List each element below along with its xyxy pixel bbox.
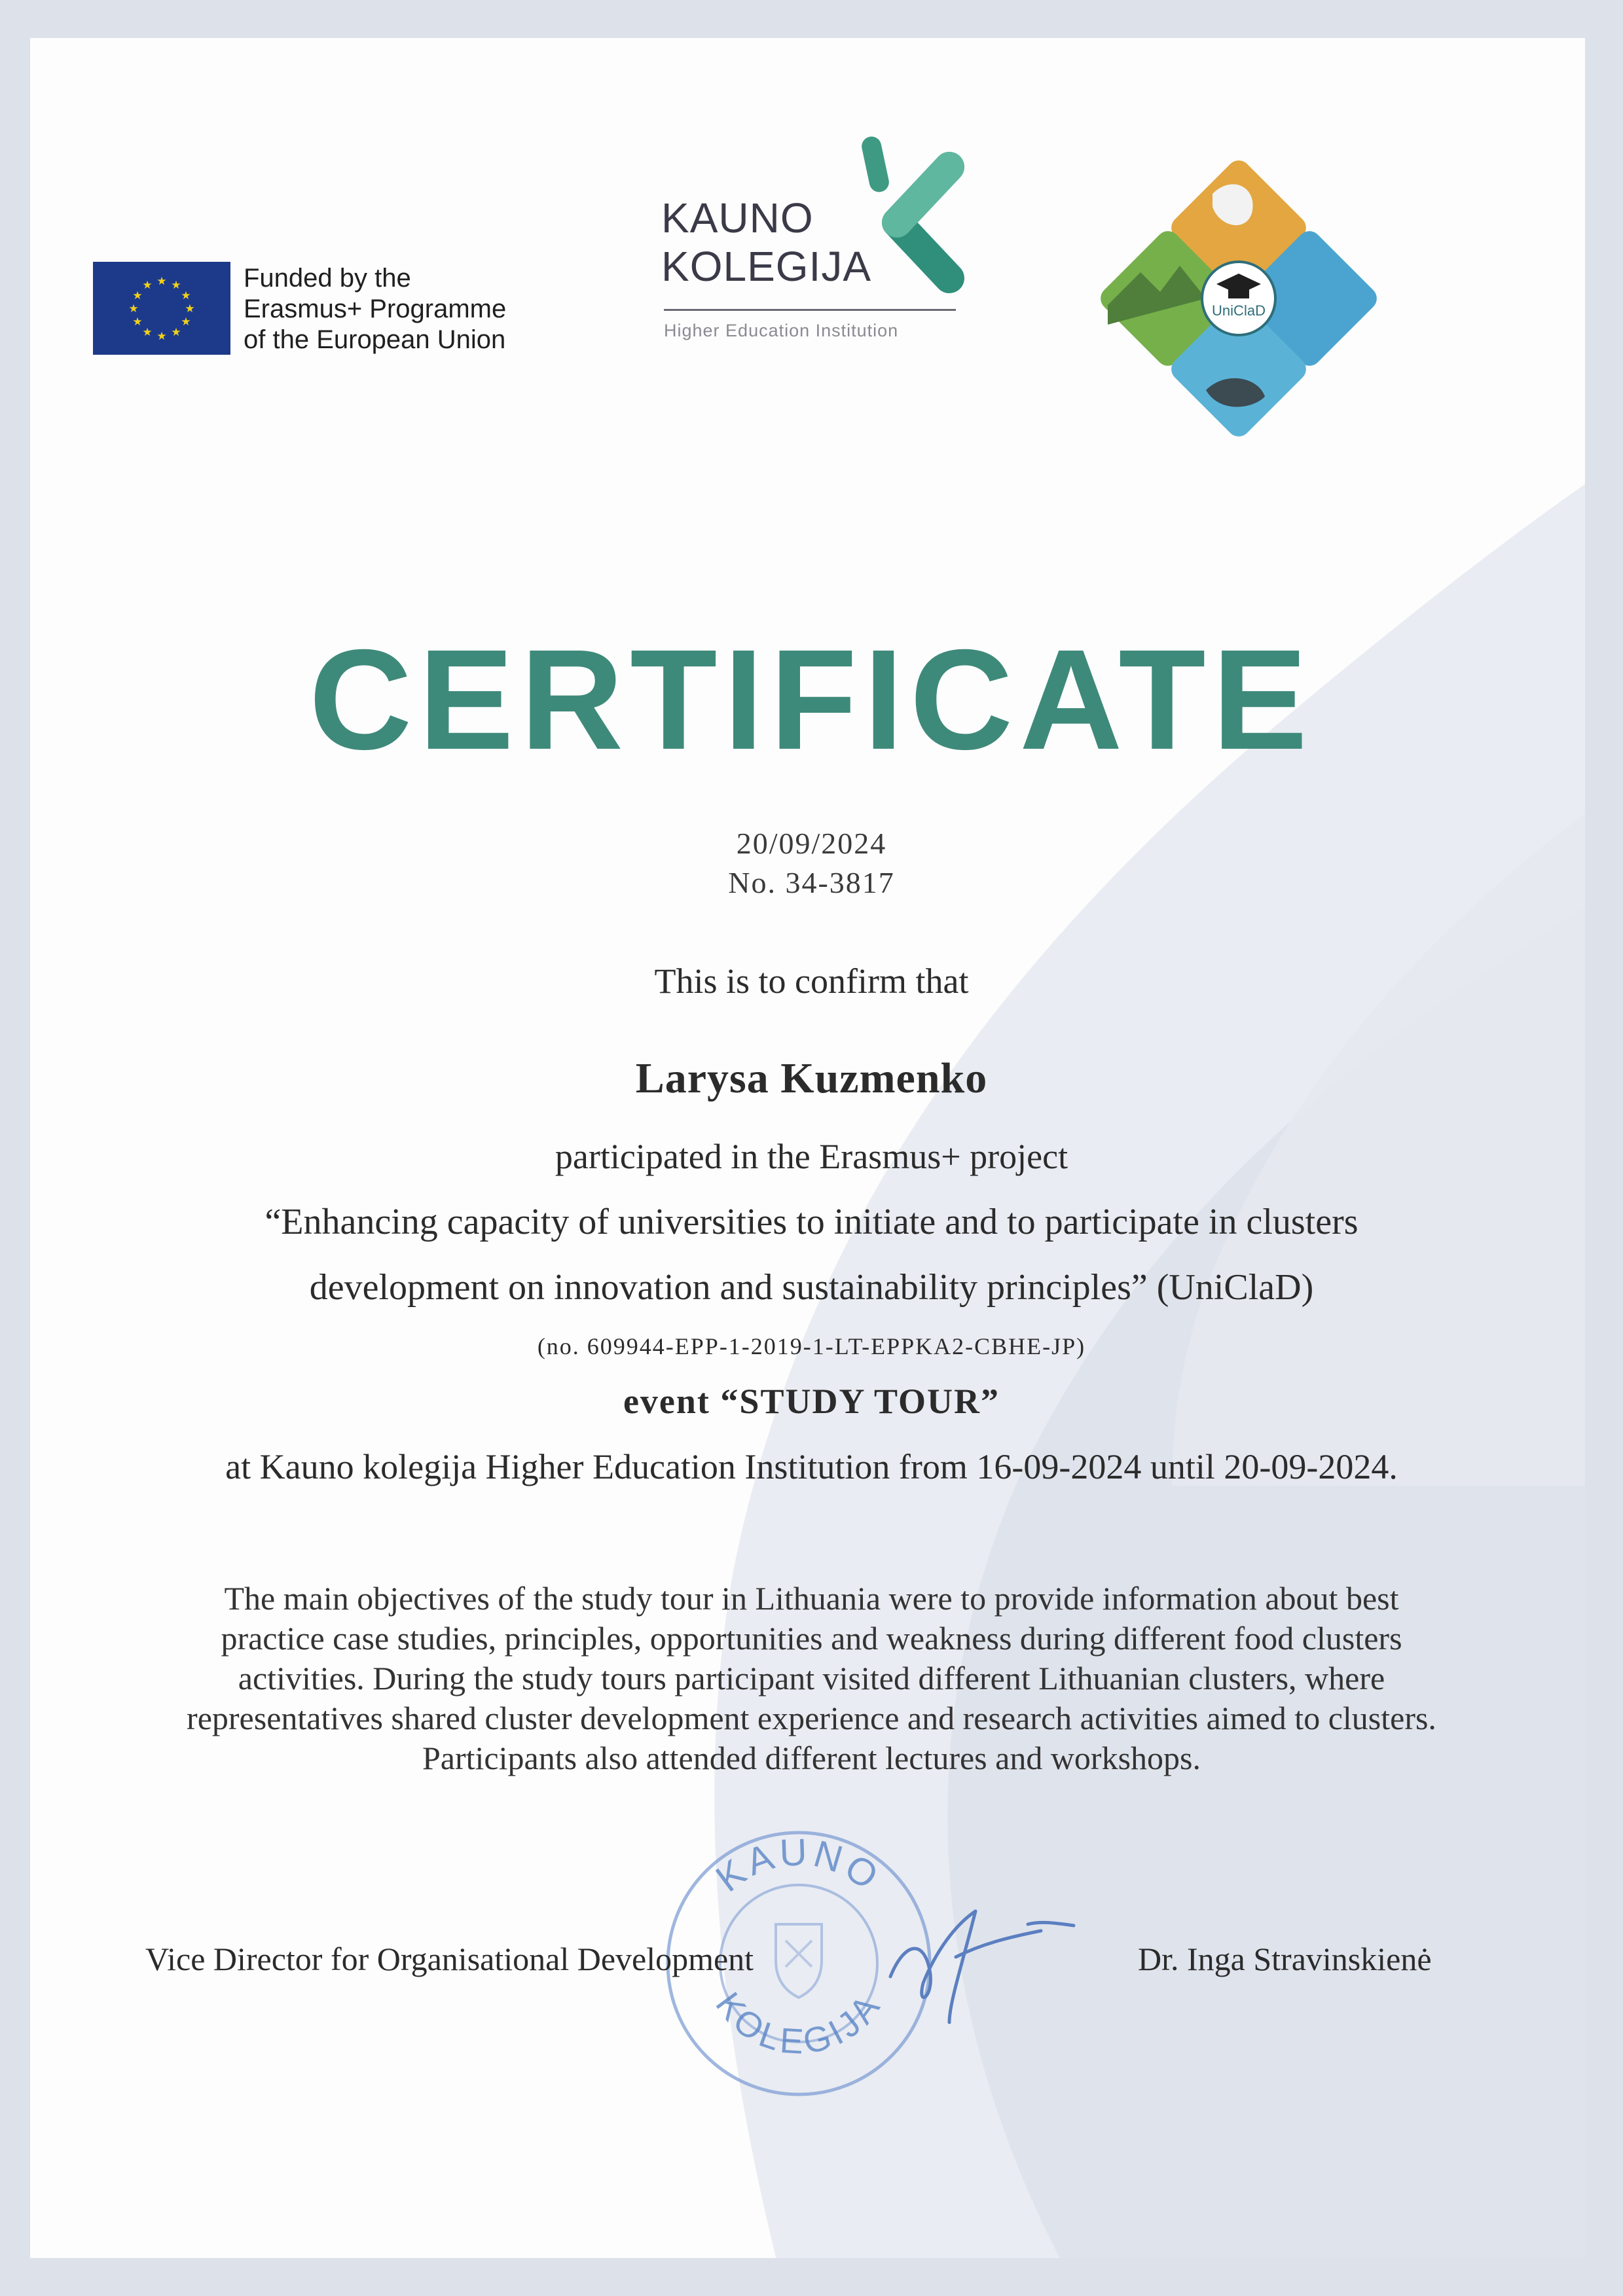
eu-funding-line: Erasmus+ Programme [244, 295, 507, 323]
svg-text:★: ★ [171, 279, 181, 292]
kauno-kolegija-logo-text [661, 194, 871, 291]
handwritten-signature [877, 1885, 1087, 2042]
certificate-number: No. 34-3817 [728, 866, 895, 899]
kk-logo-line2: KOLEGIJA [661, 243, 871, 290]
eu-funding-text [244, 263, 506, 355]
svg-text:★: ★ [142, 279, 153, 292]
uniclad-logo-icon [1095, 148, 1383, 449]
svg-text:★: ★ [181, 315, 191, 329]
signatory-name: Dr. Inga Stravinskienė [1138, 1941, 1432, 1977]
svg-text:★: ★ [185, 302, 195, 315]
recipient-name: Larysa Kuzmenko [635, 1054, 988, 1102]
svg-text:★: ★ [142, 326, 153, 339]
svg-text:KAUNO [708, 1831, 889, 1900]
objectives-line: activities. During the study tours participant visited different Lithuanian clusters, where [238, 1660, 1385, 1696]
eu-funding-line: of the European Union [244, 325, 506, 354]
project-number: (no. 609944-EPP-1-2019-1-LT-EPPKA2-CBHE-JP) [537, 1333, 1086, 1359]
stamp-top-text: KAUNO [708, 1831, 889, 1901]
svg-text:★: ★ [171, 326, 181, 339]
eu-flag-icon [93, 262, 230, 355]
kauno-kolegija-k-icon [851, 131, 969, 295]
event-venue-dates: at Kauno kolegija Higher Education Institution from 16-09-2024 until 20-09-2024. [225, 1447, 1398, 1486]
svg-text:★: ★ [128, 302, 139, 315]
uniclad-logo-label: UniClaD [1212, 302, 1266, 319]
svg-text:★: ★ [132, 315, 143, 329]
objectives-paragraph [98, 1579, 1525, 1778]
participation-statement: participated in the Erasmus+ project [555, 1137, 1068, 1176]
project-title-line1: “Enhancing capacity of universities to initiate and to participate in clusters [264, 1202, 1359, 1242]
svg-text:★: ★ [132, 289, 143, 302]
objectives-line: Participants also attended different lectures and workshops. [422, 1740, 1201, 1776]
kk-logo-line1: KAUNO [661, 194, 814, 242]
svg-text:★: ★ [156, 275, 167, 288]
svg-text:★: ★ [181, 289, 191, 302]
objectives-line: practice case studies, principles, opportunities and weakness during different food clusters [221, 1620, 1402, 1657]
event-title: event “STUDY TOUR” [623, 1382, 1000, 1421]
issue-date: 20/09/2024 [736, 827, 887, 860]
project-title-line2: development on innovation and sustainability principles” (UniClaD) [309, 1267, 1314, 1308]
confirm-statement: This is to confirm that [654, 961, 969, 1001]
svg-text:★: ★ [156, 330, 167, 343]
objectives-line: The main objectives of the study tour in Lithuania were to provide information about best [224, 1580, 1399, 1617]
eu-funding-line: Funded by the [244, 264, 411, 293]
certificate-title: CERTIFICATE [309, 620, 1314, 780]
kk-logo-subtitle: Higher Education Institution [664, 321, 899, 340]
objectives-line: representatives shared cluster development experience and research activities aimed to clusters. [187, 1700, 1436, 1736]
stamp-bottom-text: KOLEGIJA [708, 1985, 890, 2062]
kk-logo-divider [664, 309, 956, 311]
signatory-role: Vice Director for Organisational Development [145, 1941, 754, 1977]
